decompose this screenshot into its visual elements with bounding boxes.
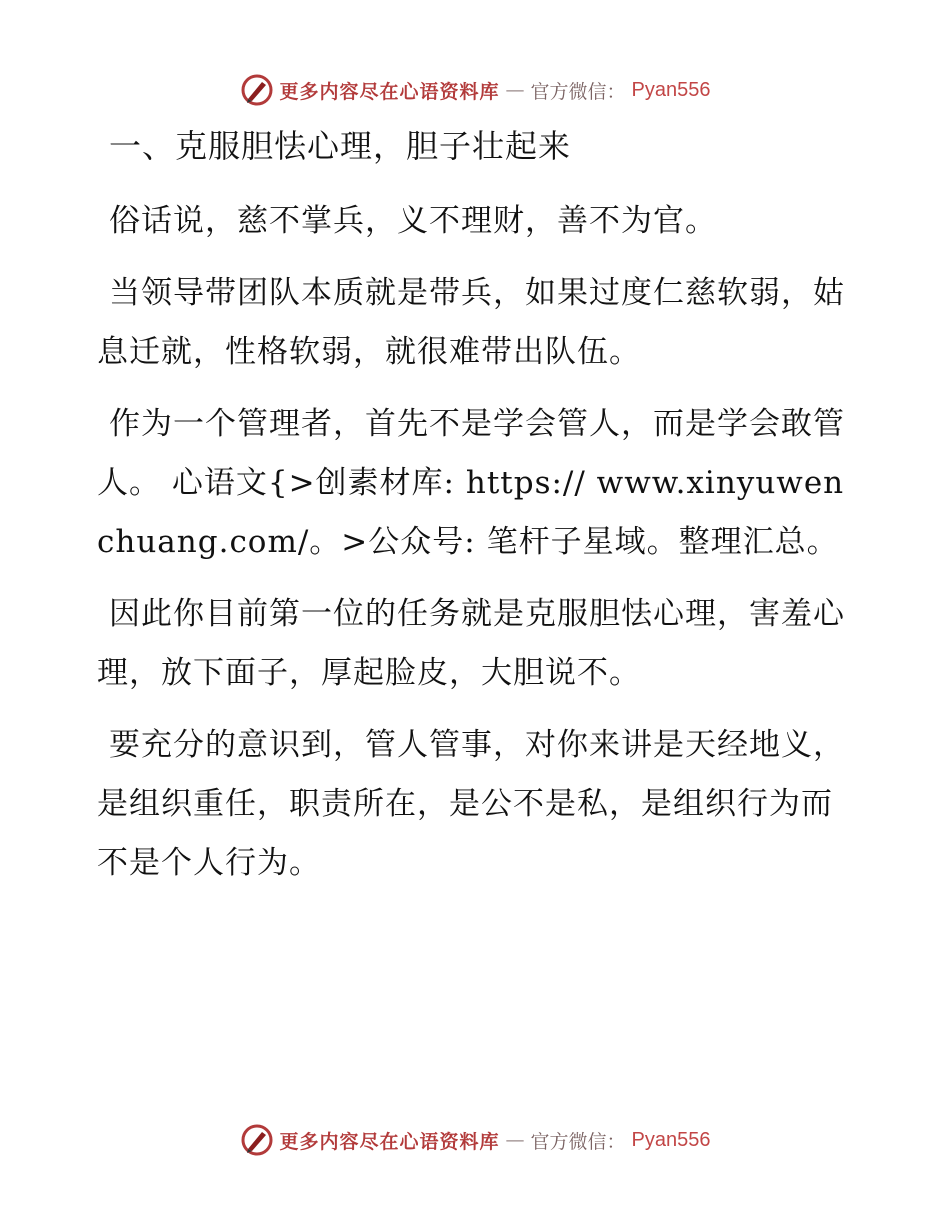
paragraph-2: 当领导带团队本质就是带兵，如果过度仁慈软弱，姑息迁就，性格软弱，就很难带出队伍。	[97, 275, 845, 370]
banner-separator: —	[505, 1129, 525, 1151]
paragraph-1: 俗话说，慈不掌兵，义不理财，善不为官。	[109, 203, 717, 239]
section-heading: 一、克服胆怯心理，胆子壮起来	[109, 127, 572, 165]
pen-logo-icon	[240, 73, 274, 107]
footer-banner	[0, 1120, 950, 1160]
document-body	[97, 122, 857, 906]
paragraph-3: 作为一个管理者，首先不是学会管人，而是学会敢管人。 心语文{>创素材库: https:// www.xinyuwenchuang.com/。>公众号: 笔杆子星域。整理汇总。	[97, 406, 845, 560]
paragraph-5: 要充分的意识到，管人管事，对你来讲是天经地义，是组织重任，职责所在，是公不是私，是组织行为而不是个人行为。	[97, 727, 845, 881]
banner-separator: —	[505, 79, 525, 101]
banner-site-text: 更多内容尽在心语资料库	[279, 80, 500, 103]
pen-logo-icon	[240, 1123, 274, 1157]
banner-wechat-label: 官方微信：	[530, 80, 626, 103]
paragraph-4: 因此你目前第一位的任务就是克服胆怯心理，害羞心理，放下面子，厚起脸皮，大胆说不。	[97, 596, 845, 691]
banner-wechat-id: Pyan556	[631, 78, 711, 101]
banner-wechat-label: 官方微信：	[530, 1130, 626, 1153]
header-banner	[0, 70, 950, 110]
banner-wechat-id: Pyan556	[631, 1128, 711, 1151]
banner-site-text: 更多内容尽在心语资料库	[279, 1130, 500, 1153]
